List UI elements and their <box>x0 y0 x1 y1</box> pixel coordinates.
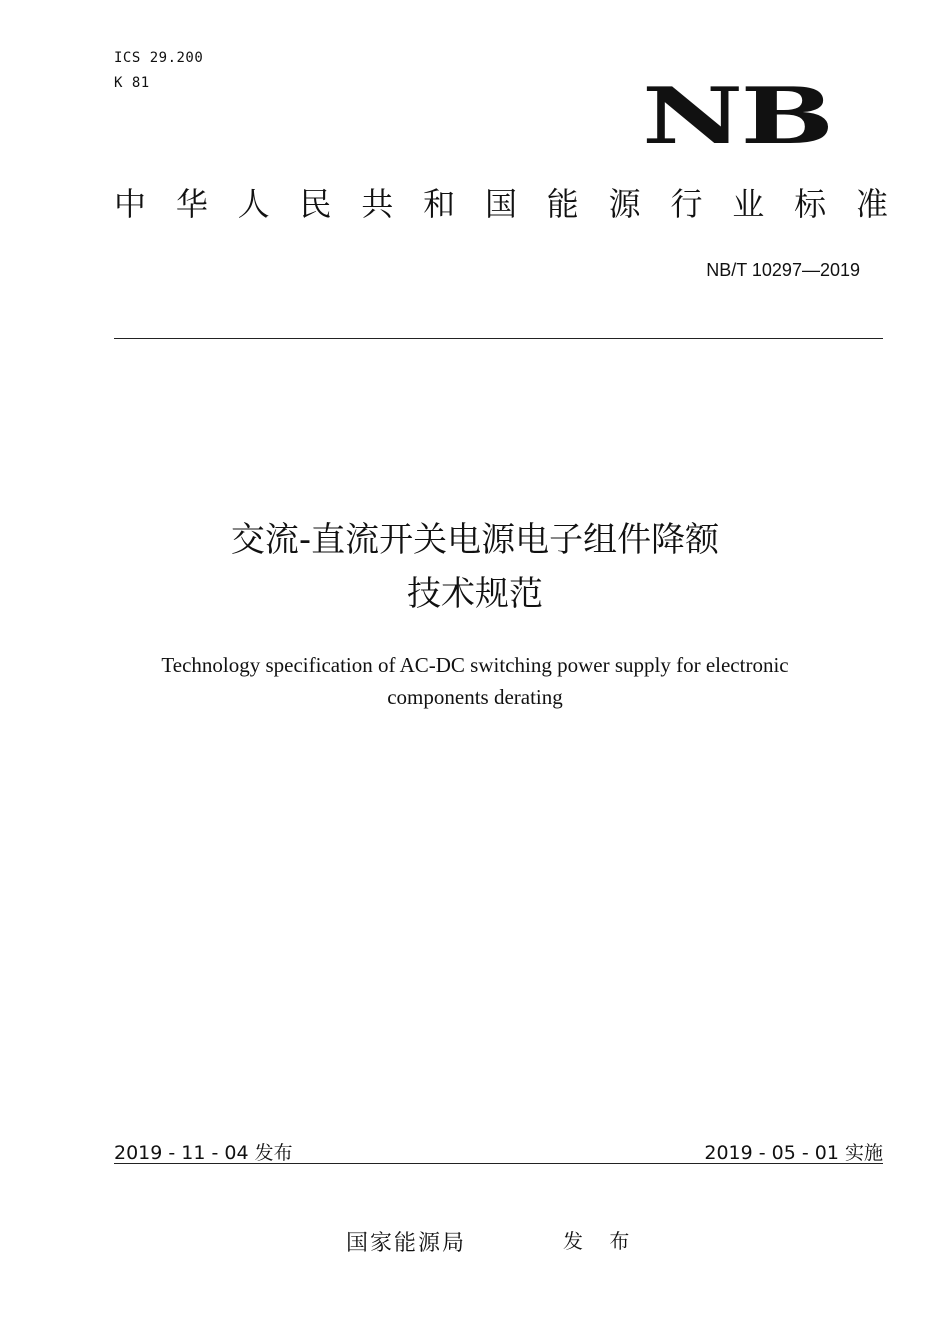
title-char: 和 <box>423 185 456 223</box>
document-title-en-line2: components derating <box>387 685 563 709</box>
issuing-authority: 国家能源局 <box>346 1231 467 1256</box>
title-char: 准 <box>855 185 888 223</box>
issue-date: 2019 - 11 - 04 发布 <box>114 1142 293 1164</box>
issue-label: 发 布 <box>563 1229 640 1253</box>
title-char: 源 <box>608 185 641 223</box>
title-char: 能 <box>546 185 579 223</box>
title-char: 华 <box>175 185 208 223</box>
title-char: 行 <box>670 185 703 223</box>
ics-code: ICS 29.200 <box>114 50 204 66</box>
title-char: 人 <box>237 185 270 223</box>
document-title-cn-line2: 技术规范 <box>407 574 543 614</box>
title-char: 业 <box>732 185 765 223</box>
title-char: 国 <box>484 185 517 223</box>
implementation-date: 2019 - 05 - 01 实施 <box>704 1142 883 1164</box>
title-char: 民 <box>299 185 332 223</box>
title-char: 共 <box>361 185 394 223</box>
document-title-cn-line1: 交流-直流开关电源电子组件降额 <box>230 520 720 560</box>
footer-divider <box>114 1163 883 1164</box>
title-char: 中 <box>114 185 147 223</box>
title-char: 标 <box>794 185 827 223</box>
header-divider <box>114 338 883 339</box>
classification-code: K 81 <box>114 75 150 91</box>
standard-number: NB/T 10297—2019 <box>706 260 860 280</box>
nb-logo: NB <box>641 71 831 162</box>
standard-category-title <box>114 185 888 223</box>
document-title-en-line1: Technology specification of AC-DC switching power supply for electronic <box>161 653 789 677</box>
